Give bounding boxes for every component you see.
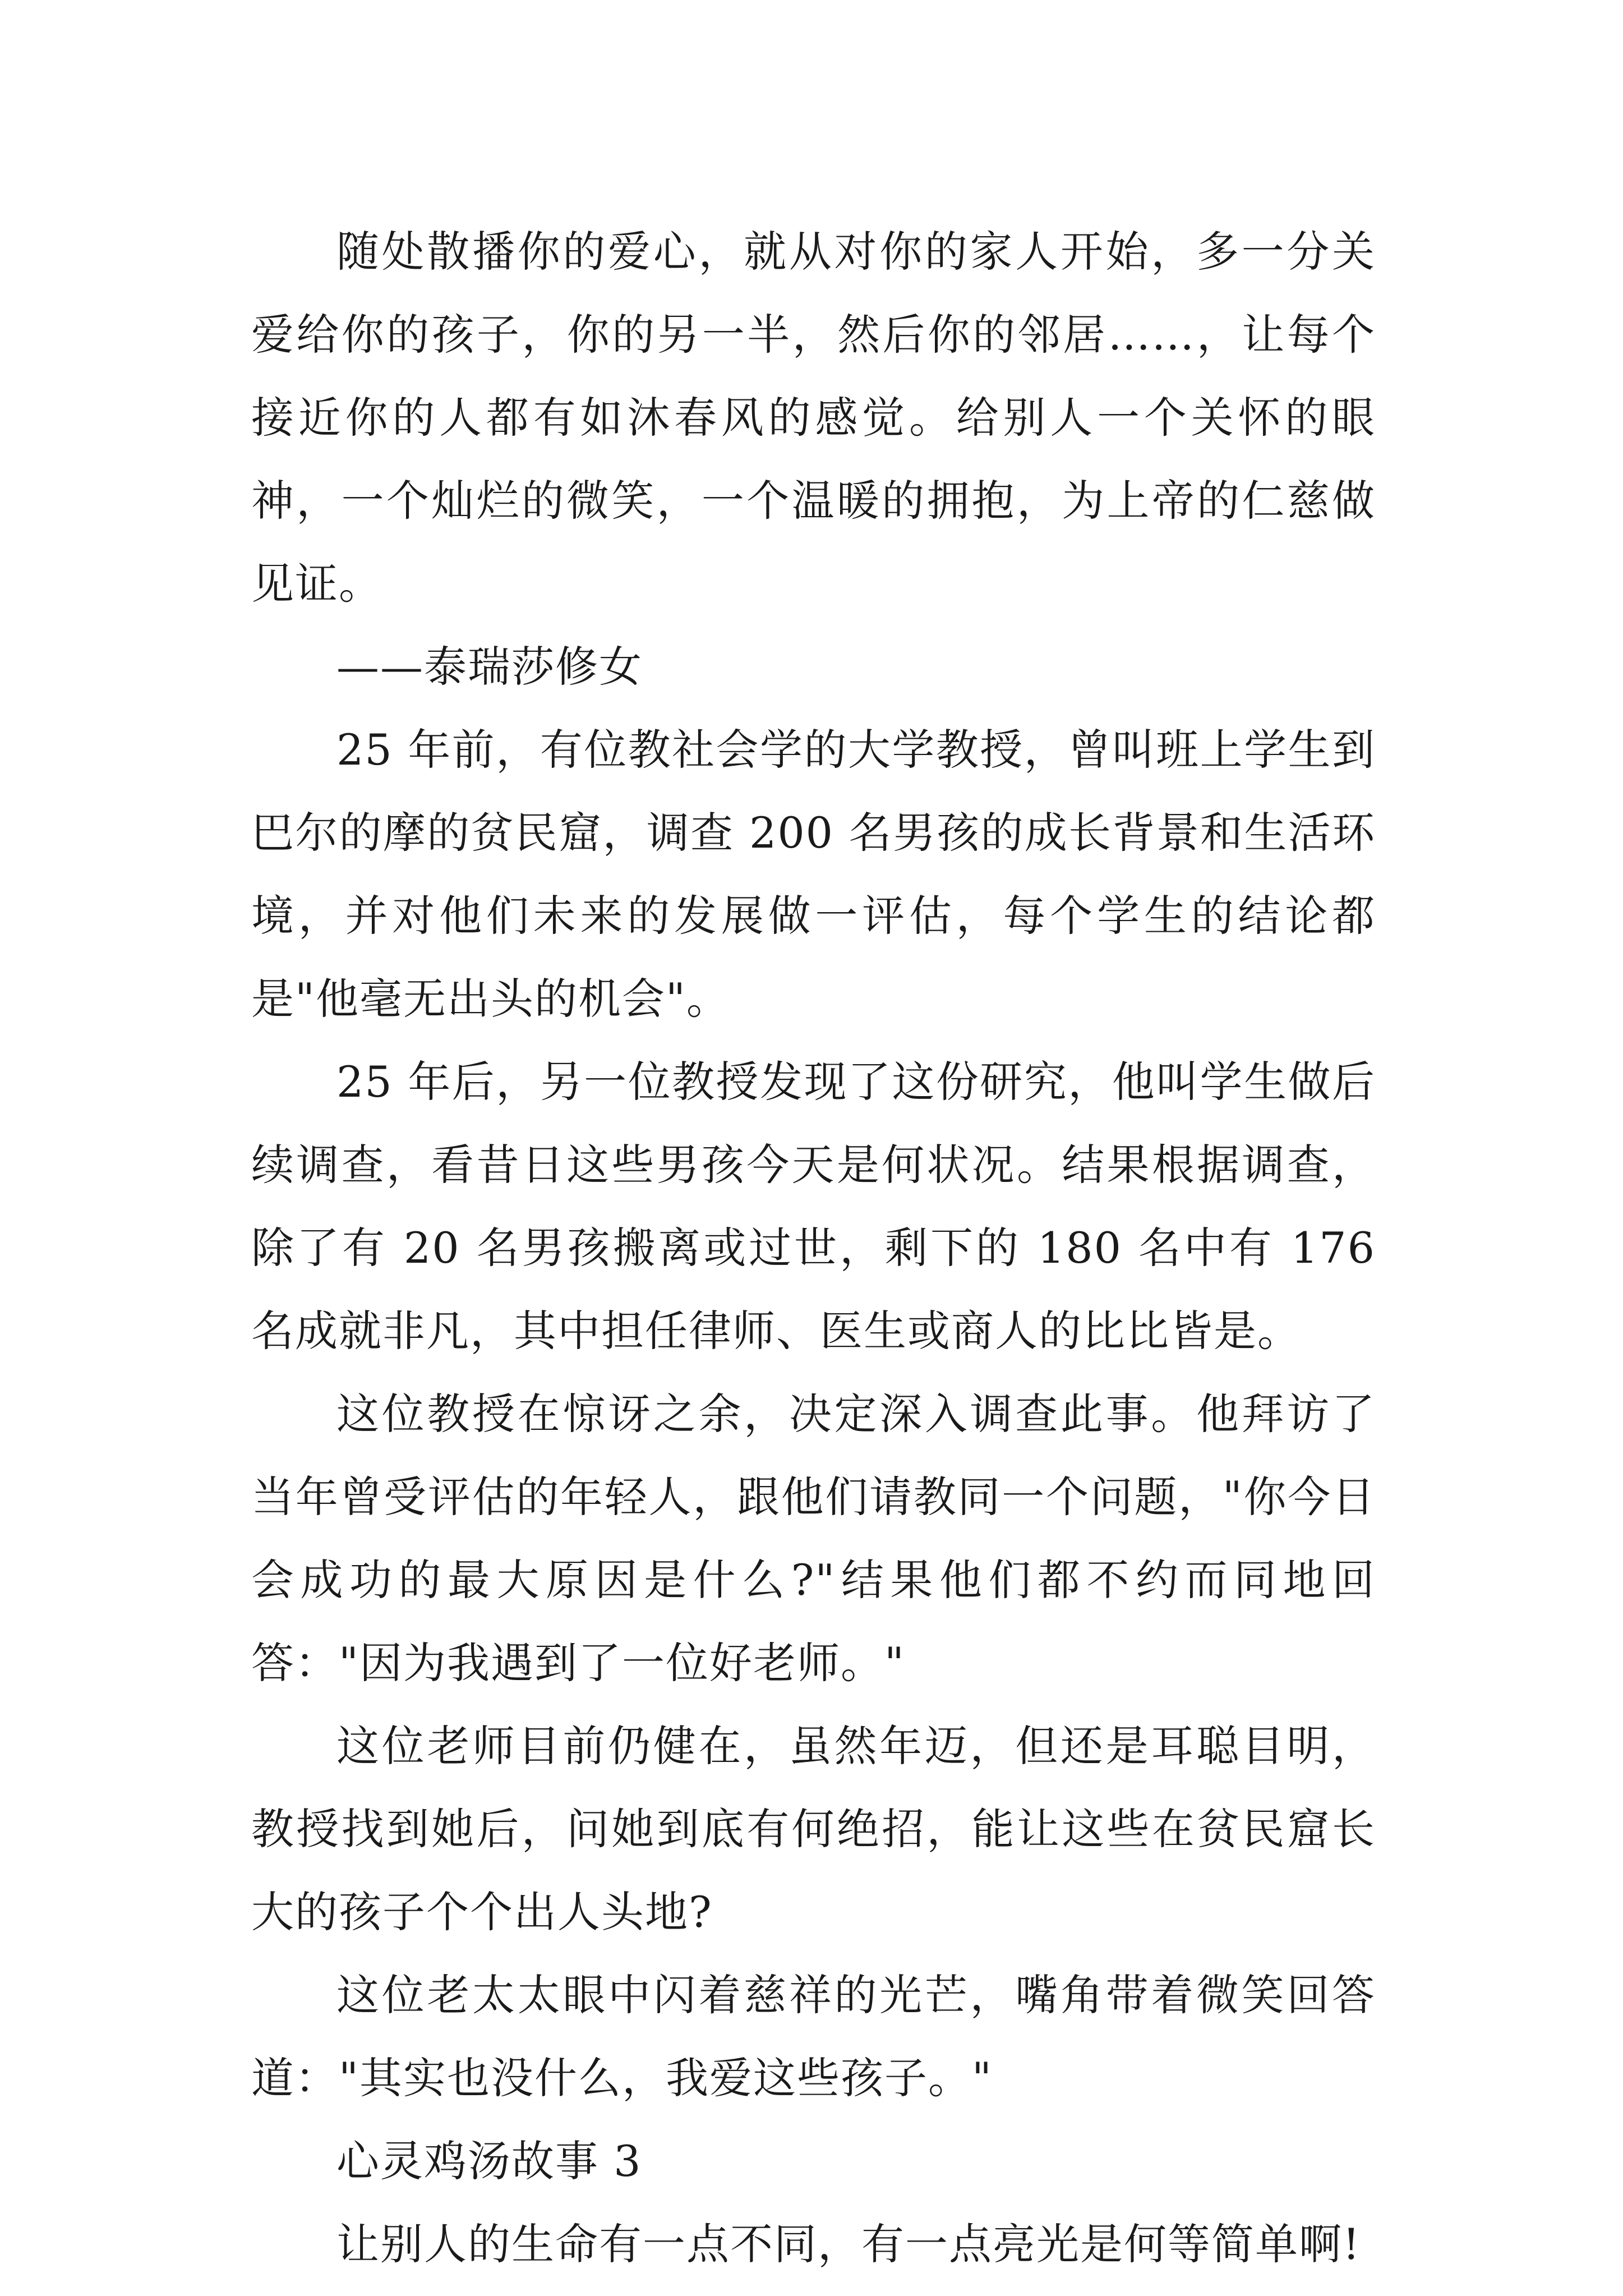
paragraph-interviews: 这位教授在惊讶之余，决定深入调查此事。他拜访了当年曾受评估的年轻人，跟他们请教同一个问题，"你今日会成功的最大原因是什么?"结果他们都不约而同地回答："因为我遇到了一位好老师。" bbox=[251, 1389, 1376, 1688]
quote-attribution: ——泰瑞莎修女 bbox=[336, 642, 643, 692]
paragraph-sociology-study: 25 年前，有位教社会学的大学教授，曾叫班上学生到巴尔的摩的贫民窟，调查 200 名男孩的成长背景和生活环境，并对他们未来的发展做一评估，每个学生的结论都是"他毫无出头的机会"。 bbox=[251, 725, 1376, 1024]
paragraph-teacher-answer: 这位老太太眼中闪着慈祥的光芒，嘴角带着微笑回答道："其实也没什么，我爱这些孩子。" bbox=[251, 1970, 1376, 2103]
paragraph-closing: 让别人的生命有一点不同，有一点亮光是何等简单啊! bbox=[336, 2219, 1361, 2269]
document-body bbox=[251, 210, 1376, 2286]
paragraph-teacher: 这位老师目前仍健在，虽然年迈，但还是耳聪目明，教授找到她后，问她到底有何绝招，能让这些在贫民窟长大的孩子个个出人头地? bbox=[251, 1721, 1376, 1937]
paragraph-love-family: 随处散播你的爱心，就从对你的家人开始，多一分关爱给你的孩子，你的另一半，然后你的邻居……，让每个接近你的人都有如沐春风的感觉。给别人一个关怀的眼神，一个灿烂的微笑，一个温暖的拥抱，为上帝的仁慈做见证。 bbox=[251, 227, 1376, 609]
section-heading-story-3: 心灵鸡汤故事 3 bbox=[336, 2136, 642, 2186]
paragraph-follow-up-study: 25 年后，另一位教授发现了这份研究，他叫学生做后续调查，看昔日这些男孩今天是何状况。结果根据调查，除了有 20 名男孩搬离或过世，剩下的 180 名中有 176 名成就非凡，其中担任律师、医生或商人的比比皆是。 bbox=[251, 1057, 1376, 1356]
